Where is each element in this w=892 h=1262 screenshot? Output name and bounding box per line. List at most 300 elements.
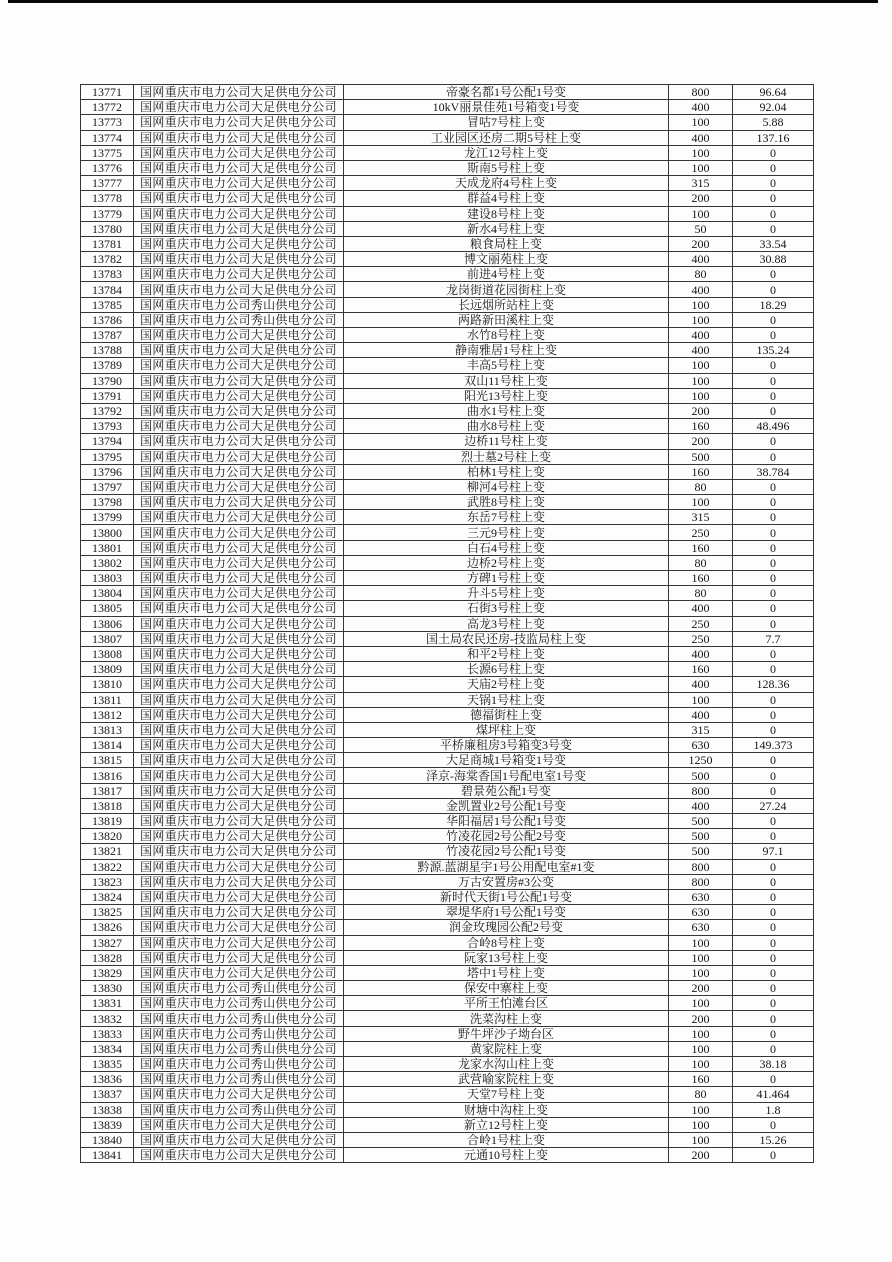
row-id-cell: 13815 — [81, 753, 134, 768]
capacity-cell: 250 — [669, 631, 733, 646]
capacity-cell: 100 — [669, 950, 733, 965]
capacity-cell: 800 — [669, 859, 733, 874]
capacity-cell: 200 — [669, 236, 733, 251]
row-id-cell: 13811 — [81, 692, 134, 707]
value-cell: 137.16 — [733, 130, 814, 145]
row-id-cell: 13830 — [81, 981, 134, 996]
table-body — [81, 85, 814, 1163]
transformer-name-cell: 天庙2号柱上变 — [344, 677, 669, 692]
company-cell: 国网重庆市电力公司大足供电分公司 — [134, 965, 344, 980]
row-id-cell: 13789 — [81, 358, 134, 373]
row-id-cell: 13785 — [81, 297, 134, 312]
row-id-cell: 13841 — [81, 1148, 134, 1163]
row-id-cell: 13794 — [81, 434, 134, 449]
table-row — [81, 85, 814, 100]
transformer-name-cell: 升斗5号柱上变 — [344, 586, 669, 601]
table-row — [81, 722, 814, 737]
transformer-name-cell: 财塘中沟柱上变 — [344, 1102, 669, 1117]
capacity-cell: 100 — [669, 145, 733, 160]
capacity-cell: 80 — [669, 1087, 733, 1102]
value-cell: 0 — [733, 814, 814, 829]
company-cell: 国网重庆市电力公司大足供电分公司 — [134, 115, 344, 130]
company-cell: 国网重庆市电力公司大足供电分公司 — [134, 130, 344, 145]
table-row — [81, 996, 814, 1011]
capacity-cell: 630 — [669, 905, 733, 920]
company-cell: 国网重庆市电力公司秀山供电分公司 — [134, 1072, 344, 1087]
value-cell: 0 — [733, 1011, 814, 1026]
value-cell: 0 — [733, 783, 814, 798]
capacity-cell: 100 — [669, 388, 733, 403]
company-cell: 国网重庆市电力公司大足供电分公司 — [134, 358, 344, 373]
value-cell: 0 — [733, 1072, 814, 1087]
value-cell: 33.54 — [733, 236, 814, 251]
table-row — [81, 130, 814, 145]
transformer-name-cell: 合岭8号柱上变 — [344, 935, 669, 950]
row-id-cell: 13836 — [81, 1072, 134, 1087]
row-id-cell: 13831 — [81, 996, 134, 1011]
company-cell: 国网重庆市电力公司大足供电分公司 — [134, 221, 344, 236]
company-cell: 国网重庆市电力公司大足供电分公司 — [134, 206, 344, 221]
row-id-cell: 13839 — [81, 1117, 134, 1132]
value-cell: 0 — [733, 707, 814, 722]
row-id-cell: 13821 — [81, 844, 134, 859]
value-cell: 0 — [733, 950, 814, 965]
row-id-cell: 13829 — [81, 965, 134, 980]
transformer-name-cell: 帝豪名都1号公配1号变 — [344, 85, 669, 100]
company-cell: 国网重庆市电力公司大足供电分公司 — [134, 616, 344, 631]
table-row — [81, 586, 814, 601]
row-id-cell: 13798 — [81, 495, 134, 510]
company-cell: 国网重庆市电力公司大足供电分公司 — [134, 343, 344, 358]
row-id-cell: 13777 — [81, 176, 134, 191]
transformer-name-cell: 新立12号柱上变 — [344, 1117, 669, 1132]
capacity-cell: 100 — [669, 312, 733, 327]
capacity-cell: 160 — [669, 1072, 733, 1087]
capacity-cell: 400 — [669, 707, 733, 722]
row-id-cell: 13823 — [81, 874, 134, 889]
value-cell: 0 — [733, 965, 814, 980]
transformer-name-cell: 长远烟所站柱上变 — [344, 297, 669, 312]
company-cell: 国网重庆市电力公司大足供电分公司 — [134, 1087, 344, 1102]
row-id-cell: 13797 — [81, 479, 134, 494]
company-cell: 国网重庆市电力公司大足供电分公司 — [134, 677, 344, 692]
company-cell: 国网重庆市电力公司大足供电分公司 — [134, 449, 344, 464]
transformer-name-cell: 曲水8号柱上变 — [344, 419, 669, 434]
row-id-cell: 13832 — [81, 1011, 134, 1026]
transformer-name-cell: 曲水1号柱上变 — [344, 403, 669, 418]
transformer-name-cell: 和平2号柱上变 — [344, 646, 669, 661]
table-row — [81, 206, 814, 221]
capacity-cell: 160 — [669, 464, 733, 479]
row-id-cell: 13816 — [81, 768, 134, 783]
value-cell: 128.36 — [733, 677, 814, 692]
value-cell: 149.373 — [733, 738, 814, 753]
company-cell: 国网重庆市电力公司大足供电分公司 — [134, 707, 344, 722]
table-row — [81, 1148, 814, 1163]
value-cell: 0 — [733, 282, 814, 297]
row-id-cell: 13808 — [81, 646, 134, 661]
capacity-cell: 400 — [669, 130, 733, 145]
transformer-name-cell: 天锅1号柱上变 — [344, 692, 669, 707]
row-id-cell: 13822 — [81, 859, 134, 874]
capacity-cell: 50 — [669, 221, 733, 236]
transformer-name-cell: 煤坪柱上变 — [344, 722, 669, 737]
table-row — [81, 252, 814, 267]
company-cell: 国网重庆市电力公司大足供电分公司 — [134, 282, 344, 297]
transformer-records-table — [80, 84, 814, 1163]
row-id-cell: 13820 — [81, 829, 134, 844]
value-cell: 18.29 — [733, 297, 814, 312]
company-cell: 国网重庆市电力公司秀山供电分公司 — [134, 1057, 344, 1072]
table-row — [81, 434, 814, 449]
row-id-cell: 13784 — [81, 282, 134, 297]
table-row — [81, 267, 814, 282]
value-cell: 0 — [733, 403, 814, 418]
row-id-cell: 13783 — [81, 267, 134, 282]
company-cell: 国网重庆市电力公司大足供电分公司 — [134, 814, 344, 829]
company-cell: 国网重庆市电力公司大足供电分公司 — [134, 191, 344, 206]
table-row — [81, 145, 814, 160]
row-id-cell: 13840 — [81, 1132, 134, 1147]
transformer-name-cell: 边桥2号柱上变 — [344, 555, 669, 570]
capacity-cell: 500 — [669, 449, 733, 464]
capacity-cell: 160 — [669, 662, 733, 677]
company-cell: 国网重庆市电力公司大足供电分公司 — [134, 783, 344, 798]
table-row — [81, 920, 814, 935]
table-row — [81, 798, 814, 813]
capacity-cell: 100 — [669, 965, 733, 980]
transformer-name-cell: 10kV丽景佳苑1号箱变1号变 — [344, 100, 669, 115]
company-cell: 国网重庆市电力公司大足供电分公司 — [134, 464, 344, 479]
company-cell: 国网重庆市电力公司秀山供电分公司 — [134, 996, 344, 1011]
company-cell: 国网重庆市电力公司大足供电分公司 — [134, 798, 344, 813]
table-row — [81, 571, 814, 586]
row-id-cell: 13827 — [81, 935, 134, 950]
transformer-name-cell: 平所王怕滩台区 — [344, 996, 669, 1011]
row-id-cell: 13771 — [81, 85, 134, 100]
value-cell: 0 — [733, 191, 814, 206]
capacity-cell: 500 — [669, 768, 733, 783]
capacity-cell: 80 — [669, 479, 733, 494]
value-cell: 0 — [733, 312, 814, 327]
capacity-cell: 500 — [669, 814, 733, 829]
company-cell: 国网重庆市电力公司大足供电分公司 — [134, 950, 344, 965]
capacity-cell: 200 — [669, 1148, 733, 1163]
transformer-name-cell: 金凯置业2号公配1号变 — [344, 798, 669, 813]
capacity-cell: 250 — [669, 616, 733, 631]
row-id-cell: 13828 — [81, 950, 134, 965]
value-cell: 30.88 — [733, 252, 814, 267]
value-cell: 96.64 — [733, 85, 814, 100]
transformer-name-cell: 龙岗街道花园街柱上变 — [344, 282, 669, 297]
company-cell: 国网重庆市电力公司大足供电分公司 — [134, 905, 344, 920]
value-cell: 0 — [733, 996, 814, 1011]
table-row — [81, 768, 814, 783]
transformer-name-cell: 野牛坪沙子坳台区 — [344, 1026, 669, 1041]
table-row — [81, 965, 814, 980]
company-cell: 国网重庆市电力公司大足供电分公司 — [134, 252, 344, 267]
table-row — [81, 601, 814, 616]
transformer-name-cell: 元通10号柱上变 — [344, 1148, 669, 1163]
row-id-cell: 13778 — [81, 191, 134, 206]
table-row — [81, 874, 814, 889]
capacity-cell: 630 — [669, 920, 733, 935]
value-cell: 0 — [733, 328, 814, 343]
transformer-name-cell: 阮家13号柱上变 — [344, 950, 669, 965]
table-row — [81, 662, 814, 677]
company-cell: 国网重庆市电力公司秀山供电分公司 — [134, 981, 344, 996]
table-row — [81, 935, 814, 950]
capacity-cell: 315 — [669, 176, 733, 191]
capacity-cell: 100 — [669, 996, 733, 1011]
capacity-cell: 100 — [669, 495, 733, 510]
capacity-cell: 100 — [669, 297, 733, 312]
value-cell: 0 — [733, 586, 814, 601]
capacity-cell: 500 — [669, 829, 733, 844]
company-cell: 国网重庆市电力公司大足供电分公司 — [134, 176, 344, 191]
company-cell: 国网重庆市电力公司大足供电分公司 — [134, 434, 344, 449]
value-cell: 0 — [733, 1117, 814, 1132]
company-cell: 国网重庆市电力公司大足供电分公司 — [134, 388, 344, 403]
row-id-cell: 13779 — [81, 206, 134, 221]
table-row — [81, 221, 814, 236]
page-top-scan-line — [8, 0, 878, 3]
transformer-name-cell: 润金玫瑰园公配2号变 — [344, 920, 669, 935]
company-cell: 国网重庆市电力公司大足供电分公司 — [134, 1117, 344, 1132]
table-row — [81, 616, 814, 631]
value-cell: 0 — [733, 646, 814, 661]
table-row — [81, 419, 814, 434]
transformer-name-cell: 万古安置房#3公变 — [344, 874, 669, 889]
row-id-cell: 13772 — [81, 100, 134, 115]
transformer-name-cell: 东岳7号柱上变 — [344, 510, 669, 525]
company-cell: 国网重庆市电力公司大足供电分公司 — [134, 540, 344, 555]
value-cell: 0 — [733, 889, 814, 904]
table-row — [81, 297, 814, 312]
company-cell: 国网重庆市电力公司大足供电分公司 — [134, 646, 344, 661]
company-cell: 国网重庆市电力公司大足供电分公司 — [134, 935, 344, 950]
company-cell: 国网重庆市电力公司大足供电分公司 — [134, 373, 344, 388]
table-row — [81, 783, 814, 798]
row-id-cell: 13774 — [81, 130, 134, 145]
transformer-name-cell: 华阳福居1号公配1号变 — [344, 814, 669, 829]
value-cell: 5.88 — [733, 115, 814, 130]
transformer-name-cell: 黄家院柱上变 — [344, 1041, 669, 1056]
value-cell: 0 — [733, 221, 814, 236]
company-cell: 国网重庆市电力公司大足供电分公司 — [134, 829, 344, 844]
row-id-cell: 13813 — [81, 722, 134, 737]
transformer-name-cell: 群益4号柱上变 — [344, 191, 669, 206]
transformer-name-cell: 水竹8号柱上变 — [344, 328, 669, 343]
row-id-cell: 13792 — [81, 403, 134, 418]
value-cell: 0 — [733, 510, 814, 525]
transformer-name-cell: 丰高5号柱上变 — [344, 358, 669, 373]
table-row — [81, 889, 814, 904]
value-cell: 0 — [733, 176, 814, 191]
table-row — [81, 738, 814, 753]
transformer-name-cell: 博文丽苑柱上变 — [344, 252, 669, 267]
transformer-name-cell: 合岭1号柱上变 — [344, 1132, 669, 1147]
table-row — [81, 1057, 814, 1072]
capacity-cell: 400 — [669, 328, 733, 343]
capacity-cell: 100 — [669, 1102, 733, 1117]
row-id-cell: 13817 — [81, 783, 134, 798]
table-row — [81, 631, 814, 646]
value-cell: 0 — [733, 1026, 814, 1041]
row-id-cell: 13786 — [81, 312, 134, 327]
transformer-name-cell: 白石4号柱上变 — [344, 540, 669, 555]
capacity-cell: 80 — [669, 267, 733, 282]
value-cell: 0 — [733, 160, 814, 175]
value-cell: 0 — [733, 905, 814, 920]
value-cell: 0 — [733, 920, 814, 935]
transformer-name-cell: 天堂7号柱上变 — [344, 1087, 669, 1102]
row-id-cell: 13806 — [81, 616, 134, 631]
transformer-name-cell: 竹凌花园2号公配2号变 — [344, 829, 669, 844]
capacity-cell: 250 — [669, 525, 733, 540]
company-cell: 国网重庆市电力公司大足供电分公司 — [134, 722, 344, 737]
table-row — [81, 403, 814, 418]
row-id-cell: 13773 — [81, 115, 134, 130]
row-id-cell: 13812 — [81, 707, 134, 722]
capacity-cell: 630 — [669, 889, 733, 904]
transformer-name-cell: 龙江12号柱上变 — [344, 145, 669, 160]
capacity-cell: 400 — [669, 252, 733, 267]
value-cell: 0 — [733, 540, 814, 555]
capacity-cell: 500 — [669, 844, 733, 859]
transformer-name-cell: 翠堤华府1号公配1号变 — [344, 905, 669, 920]
value-cell: 0 — [733, 601, 814, 616]
row-id-cell: 13800 — [81, 525, 134, 540]
table-row — [81, 1041, 814, 1056]
transformer-name-cell: 前进4号柱上变 — [344, 267, 669, 282]
value-cell: 135.24 — [733, 343, 814, 358]
row-id-cell: 13781 — [81, 236, 134, 251]
capacity-cell: 315 — [669, 510, 733, 525]
transformer-name-cell: 保安中寨柱上变 — [344, 981, 669, 996]
row-id-cell: 13824 — [81, 889, 134, 904]
company-cell: 国网重庆市电力公司大足供电分公司 — [134, 753, 344, 768]
table-row — [81, 646, 814, 661]
transformer-name-cell: 新时代天街1号公配1号变 — [344, 889, 669, 904]
value-cell: 27.24 — [733, 798, 814, 813]
capacity-cell: 800 — [669, 874, 733, 889]
capacity-cell: 100 — [669, 206, 733, 221]
transformer-name-cell: 建设8号柱上变 — [344, 206, 669, 221]
table-row — [81, 677, 814, 692]
transformer-name-cell: 新水4号柱上变 — [344, 221, 669, 236]
capacity-cell: 200 — [669, 191, 733, 206]
table-row — [81, 328, 814, 343]
row-id-cell: 13837 — [81, 1087, 134, 1102]
capacity-cell: 100 — [669, 1026, 733, 1041]
company-cell: 国网重庆市电力公司大足供电分公司 — [134, 85, 344, 100]
capacity-cell: 200 — [669, 403, 733, 418]
table-row — [81, 844, 814, 859]
transformer-name-cell: 方碑1号柱上变 — [344, 571, 669, 586]
capacity-cell: 800 — [669, 783, 733, 798]
value-cell: 0 — [733, 571, 814, 586]
transformer-name-cell: 国土局农民还房-技监局柱上变 — [344, 631, 669, 646]
value-cell: 0 — [733, 358, 814, 373]
transformer-name-cell: 斯南5号柱上变 — [344, 160, 669, 175]
table-row — [81, 510, 814, 525]
row-id-cell: 13819 — [81, 814, 134, 829]
row-id-cell: 13834 — [81, 1041, 134, 1056]
company-cell: 国网重庆市电力公司大足供电分公司 — [134, 267, 344, 282]
company-cell: 国网重庆市电力公司大足供电分公司 — [134, 738, 344, 753]
table-row — [81, 1072, 814, 1087]
transformer-name-cell: 平桥廉租房3号箱变3号变 — [344, 738, 669, 753]
capacity-cell: 400 — [669, 646, 733, 661]
table-row — [81, 449, 814, 464]
capacity-cell: 100 — [669, 692, 733, 707]
company-cell: 国网重庆市电力公司大足供电分公司 — [134, 889, 344, 904]
company-cell: 国网重庆市电力公司秀山供电分公司 — [134, 1011, 344, 1026]
row-id-cell: 13838 — [81, 1102, 134, 1117]
value-cell: 0 — [733, 388, 814, 403]
value-cell: 38.784 — [733, 464, 814, 479]
row-id-cell: 13795 — [81, 449, 134, 464]
company-cell: 国网重庆市电力公司大足供电分公司 — [134, 145, 344, 160]
value-cell: 0 — [733, 616, 814, 631]
row-id-cell: 13825 — [81, 905, 134, 920]
value-cell: 0 — [733, 449, 814, 464]
table-row — [81, 495, 814, 510]
row-id-cell: 13809 — [81, 662, 134, 677]
value-cell: 0 — [733, 981, 814, 996]
company-cell: 国网重庆市电力公司秀山供电分公司 — [134, 312, 344, 327]
company-cell: 国网重庆市电力公司大足供电分公司 — [134, 920, 344, 935]
value-cell: 0 — [733, 768, 814, 783]
company-cell: 国网重庆市电力公司大足供电分公司 — [134, 495, 344, 510]
capacity-cell: 160 — [669, 571, 733, 586]
table-row — [81, 540, 814, 555]
transformer-name-cell: 粮食局柱上变 — [344, 236, 669, 251]
table-row — [81, 950, 814, 965]
transformer-name-cell: 龙家水沟山柱上变 — [344, 1057, 669, 1072]
row-id-cell: 13801 — [81, 540, 134, 555]
row-id-cell: 13796 — [81, 464, 134, 479]
row-id-cell: 13833 — [81, 1026, 134, 1041]
transformer-name-cell: 高龙3号柱上变 — [344, 616, 669, 631]
table-row — [81, 1132, 814, 1147]
value-cell: 0 — [733, 829, 814, 844]
table-row — [81, 1011, 814, 1026]
transformer-name-cell: 德福街柱上变 — [344, 707, 669, 722]
transformer-name-cell: 柏林1号柱上变 — [344, 464, 669, 479]
company-cell: 国网重庆市电力公司大足供电分公司 — [134, 1148, 344, 1163]
capacity-cell: 400 — [669, 798, 733, 813]
row-id-cell: 13810 — [81, 677, 134, 692]
transformer-name-cell: 泽京-海棠香国1号配电室1号变 — [344, 768, 669, 783]
row-id-cell: 13802 — [81, 555, 134, 570]
value-cell: 0 — [733, 206, 814, 221]
value-cell: 0 — [733, 495, 814, 510]
company-cell: 国网重庆市电力公司大足供电分公司 — [134, 859, 344, 874]
capacity-cell: 200 — [669, 1011, 733, 1026]
table-row — [81, 1117, 814, 1132]
row-id-cell: 13787 — [81, 328, 134, 343]
capacity-cell: 100 — [669, 373, 733, 388]
company-cell: 国网重庆市电力公司大足供电分公司 — [134, 631, 344, 646]
value-cell: 0 — [733, 555, 814, 570]
transformer-name-cell: 静南雅居1号柱上变 — [344, 343, 669, 358]
transformer-name-cell: 工业园区还房二期5号柱上变 — [344, 130, 669, 145]
row-id-cell: 13799 — [81, 510, 134, 525]
value-cell: 0 — [733, 373, 814, 388]
table-row — [81, 358, 814, 373]
